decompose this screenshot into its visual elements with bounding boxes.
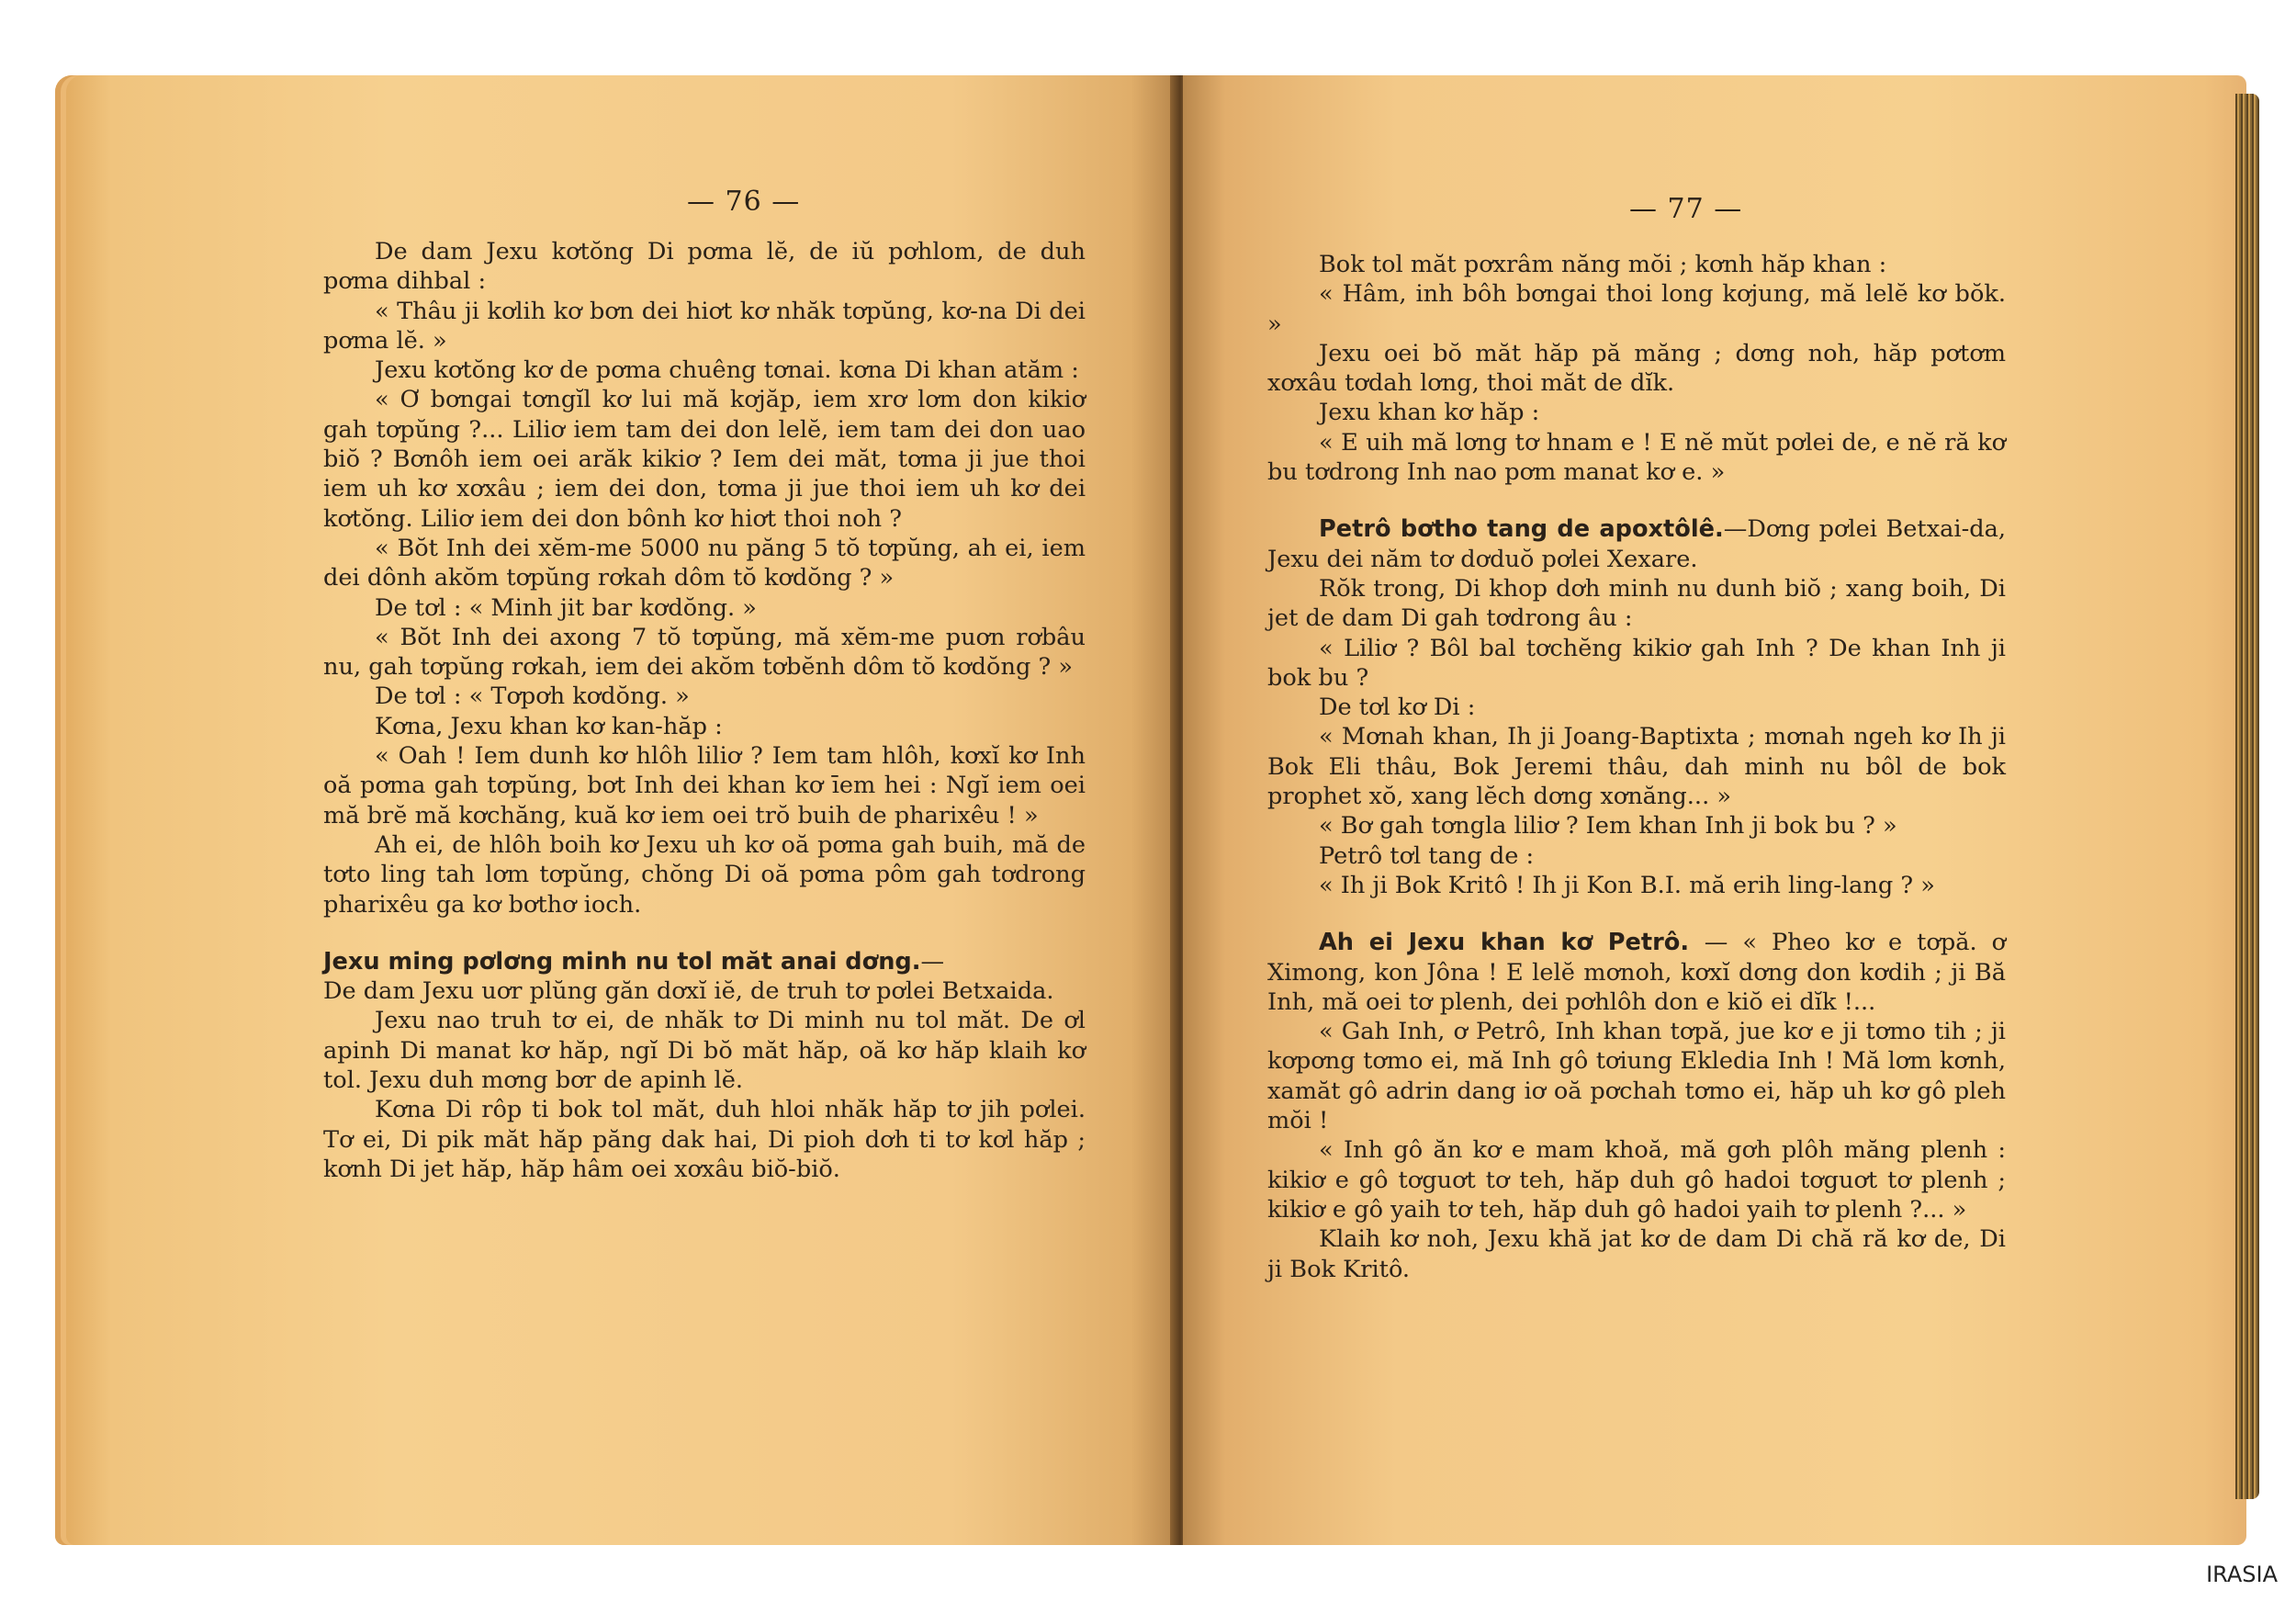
paragraph: Jexu nao truh tơ ei, de nhăk tơ Di minh nu tol măt. De ơl apinh Di manat kơ hăp, ngĭ Di bŏ măt hăp, oă kơ hăp klaih kơ tol. Jexu duh mơng bơr de apinh lĕ. bbox=[323, 1007, 1086, 1095]
section-heading-left: Jexu ming pơlơng minh nu tol măt anai dơng.— bbox=[323, 947, 945, 976]
paragraph: « Hâm, inh bôh bơngai thoi long kơjung, mă lelĕ kơ bŏk. » bbox=[1267, 280, 2006, 338]
section-heading-right-2: Ah ei Jexu khan kơ Petrô. bbox=[1319, 929, 1705, 957]
section-heading-text: Petrô bơtho tang de apoxtôlê. bbox=[1319, 515, 1724, 544]
paragraph: Ah ei, de hlôh boih kơ Jexu uh kơ oă pơma gah buih, mă de tơto ling tah lơm tơpŭng, chŏng Di oă pơma pôm gah tơdrong pharixêu ga kơ bơthơ ioch. bbox=[323, 830, 1086, 919]
paragraph: Bok tol măt pơxrâm năng mŏi ; kơnh hăp khan : bbox=[1319, 251, 1887, 278]
paragraph: « Inh gô ăn kơ e mam khoă, mă gơh plôh măng plenh : kikiơ e gô tơguơt tơ teh, hăp duh gô hadoi tơguơt tơ plenh ; kikiơ e gô yaih tơ teh, hăp duh gô hadoi yaih tơ plenh ?... » bbox=[1267, 1136, 2006, 1224]
paragraph: « Bơ gah tơngla liliơ ? Iem khan Inh ji bok bu ? » bbox=[1319, 812, 1897, 840]
left-paragraphs bbox=[323, 237, 1086, 919]
paragraph: Rŏk trong, Di khop dơh minh nu dunh biŏ ; xang boih, Di jet de dam Di gah tơdrong âu : bbox=[1267, 574, 2006, 633]
paragraph: « Mơnah khan, Ih ji Joang-Baptixta ; mơnah ngeh kơ Ih ji Bok Eli thâu, Bok Jeremi thâu, dah minh nu bôl de bok prophet xŏ, xang lĕch dơng xơnăng... » bbox=[1267, 723, 2006, 811]
left-page-body bbox=[323, 237, 1086, 1184]
paragraph: De tơl : « Minh jit bar kơdŏng. » bbox=[375, 593, 757, 622]
paragraph: Jexu khan kơ hăp : bbox=[1319, 399, 1540, 427]
left-section-paragraphs bbox=[323, 976, 1086, 1184]
paragraph: Kơna Di rôp ti bok tol măt, duh hloi nhăk hăp tơ jih pơlei. Tơ ei, Di pik măt hăp păng dak hai, Di pioh dơh ti tơ kơl hăp ; kơnh Di jet hăp, hăp hâm oei xơxâu biŏ-biŏ. bbox=[323, 1096, 1086, 1183]
paragraph: « Oah ! Iem dunh kơ hlôh liliơ ? Iem tam hlôh, kơxĭ kơ Inh oă pơma gah tơpŭng, bơt Inh dei khan kơ īem hei : Ngĭ iem oei mă brĕ mă kơchăng, kuă kơ iem oei trŏ buih de pharixêu ! » bbox=[323, 742, 1086, 829]
page-number-left: — 76 — bbox=[687, 186, 801, 218]
paragraph: Petrô tơl tang de : bbox=[1319, 841, 1535, 870]
section-text: — « Pheo kơ e tơpă. ơ Ximong, kon Jôna ! E lelĕ mơnoh, kơxĭ dơng don kơdih ; ji Bă Inh, mă oei tơ plenh, dei pơhlôh don e kiŏ ei dĭk !... bbox=[1267, 929, 2006, 1016]
paragraph: Kơna, Jexu khan kơ kan-hăp : bbox=[375, 712, 723, 740]
paragraph: « E uih mă lơng tơ hnam e ! E nĕ mŭt pơlei de, e nĕ ră kơ bu tơdrong Inh nao pơm manat kơ e. » bbox=[1267, 428, 2006, 487]
paragraph: De dam Jexu kơtŏng Di pơma lĕ, de iŭ pơhlom, de duh pơma dihbal : bbox=[323, 238, 1086, 296]
paragraph: De tơl kơ Di : bbox=[1319, 694, 1476, 722]
right-section1 bbox=[1267, 514, 2006, 900]
paragraph: Jexu kơtŏng kơ de pơma chuêng tơnai. kơna Di khan atăm : bbox=[375, 356, 1079, 385]
section-lead: —Dơng pơlei Betxai-da, Jexu dei năm tơ dơduŏ pơlei Xexare. bbox=[1267, 515, 2007, 573]
paragraph bbox=[1267, 928, 2006, 1017]
right-section2 bbox=[1267, 928, 2006, 1284]
paragraph: Jexu oei bŏ măt hăp pă măng ; dơng noh, hăp pơtơm xơxâu tơdah lơng, thoi măt de dĭk. bbox=[1267, 339, 2006, 398]
left-page bbox=[55, 75, 1176, 1545]
paragraph: « Bŏt Inh dei axong 7 tŏ tơpŭng, mă xĕm-me puơn rơbâu nu, gah tơpŭng rơkah, iem dei akŏm tơbĕnh dôm tŏ kơdŏng ? » bbox=[323, 623, 1086, 682]
right-page bbox=[1183, 75, 2246, 1545]
paragraph: Klaih kơ noh, Jexu khă jat kơ de dam Di chă ră kơ de, Di ji Bok Kritô. bbox=[1267, 1225, 2006, 1283]
right-page-body bbox=[1267, 250, 2006, 1284]
paragraph: « Bŏt Inh dei xĕm-me 5000 nu păng 5 tŏ tơpŭng, ah ei, iem dei dônh akŏm tơpŭng rơkah dôm tŏ kơdŏng ? » bbox=[323, 534, 1086, 592]
right-paragraphs bbox=[1267, 250, 2006, 487]
paragraph: « Gah Inh, ơ Petrô, Inh khan tơpă, jue kơ e ji tơmo tih ; ji kơpơng tơmo ei, mă Inh gô tơiung Ekledia Inh ! Mă lơm kơnh, xamăt gô adrin dang iơ oă pơchah tơmo ei, hăp uh kơ gô pleh mŏi ! bbox=[1267, 1018, 2006, 1135]
section-heading-right-1 bbox=[1267, 514, 2006, 574]
paragraph: « Liliơ ? Bôl bal tơchĕng kikiơ gah Inh ? De khan Inh ji bok bu ? bbox=[1267, 634, 2006, 692]
page-number-right: — 77 — bbox=[1629, 193, 1743, 225]
watermark: IRASIA bbox=[2206, 1562, 2278, 1587]
paragraph: De tơl : « Tơpơh kơdŏng. » bbox=[375, 682, 690, 711]
paragraph: « Thâu ji kơlih kơ bơn dei hiơt kơ nhăk tơpŭng, kơ-na Di dei pơma lĕ. » bbox=[323, 297, 1086, 355]
paragraph: « Ơ bơngai tơngĭl kơ lui mă kơjăp, iem xrơ lơm don kikiơ gah tơpŭng ?... Liliơ iem tam dei don lelĕ, iem tam dei don uao biŏ ? Bơnôh iem oei arăk kikiơ ? Iem dei măt, tơma ji jue thoi iem uh kơ xơxâu ; iem dei don, tơma ji jue thoi iem uh kơ dei kơtŏng. Liliơ iem dei don bônh kơ hiơt thoi noh ? bbox=[323, 386, 1086, 533]
open-book bbox=[55, 75, 2250, 1545]
page-edges bbox=[2235, 94, 2259, 1499]
paragraph: De dam Jexu uơr plŭng găn dơxĭ iĕ, de truh tơ pơlei Betxaida. bbox=[323, 977, 1054, 1006]
paragraph: « Ih ji Bok Kritô ! Ih ji Kon B.I. mă erih ling-lang ? » bbox=[1319, 871, 1935, 899]
